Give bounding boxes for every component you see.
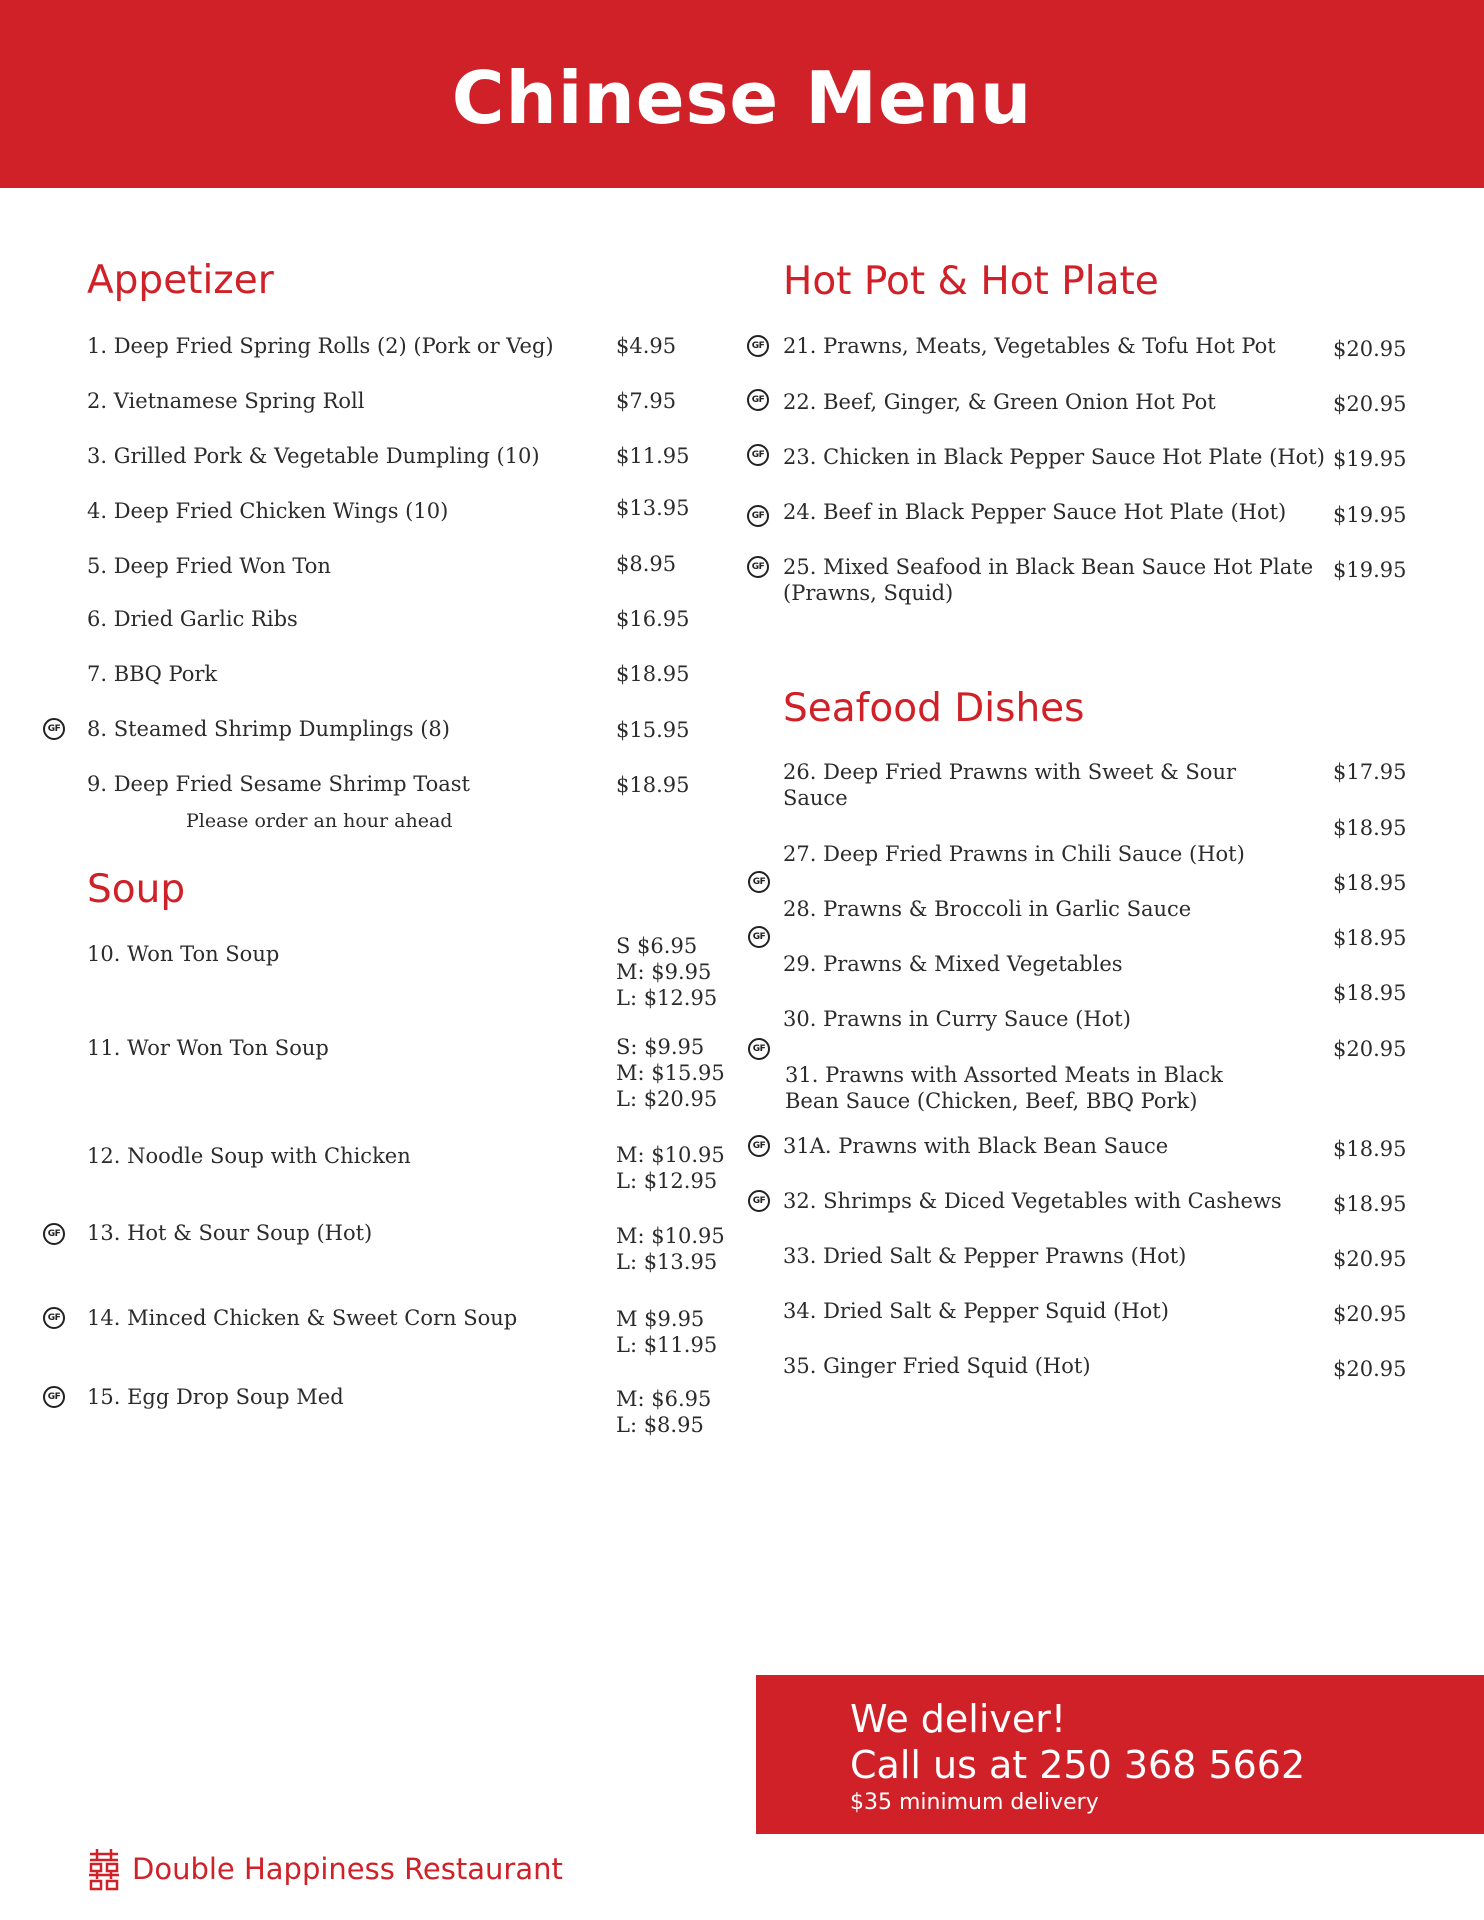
menu-item-price: M: $10.95 L: $13.95 — [616, 1224, 725, 1274]
menu-item-name: 22. Beef, Ginger, & Green Onion Hot Pot — [783, 390, 1216, 414]
gluten-free-icon: GF — [43, 1307, 65, 1329]
menu-item-name: 8. Steamed Shrimp Dumplings (8) — [87, 717, 450, 741]
menu-item-name: 9. Deep Fried Sesame Shrimp Toast — [87, 772, 470, 796]
gluten-free-icon: GF — [747, 389, 769, 411]
menu-item-name: 10. Won Ton Soup — [87, 942, 280, 966]
menu-item-name: 21. Prawns, Meats, Vegetables & Tofu Hot Pot — [783, 334, 1276, 358]
gluten-free-icon: GF — [747, 444, 769, 466]
menu-item-price: $11.95 — [616, 444, 690, 468]
menu-item-name: 31. Prawns with Assorted Meats in Black Bean Sauce (Chicken, Beef, BBQ Pork) — [785, 1063, 1223, 1113]
gluten-free-icon: GF — [748, 926, 770, 948]
menu-item-price: $13.95 — [616, 496, 690, 520]
menu-item-price: $7.95 — [616, 389, 677, 413]
delivery-banner — [756, 1675, 1484, 1834]
menu-item-price: $19.95 — [1333, 503, 1407, 527]
restaurant-name: Double Happiness Restaurant — [132, 1852, 563, 1886]
menu-item-price: $17.95 — [1333, 760, 1407, 784]
menu-item-price: $4.95 — [616, 334, 677, 358]
menu-item-name: 33. Dried Salt & Pepper Prawns (Hot) — [783, 1244, 1187, 1268]
menu-item-name: 1. Deep Fried Spring Rolls (2) (Pork or Veg) — [87, 334, 554, 358]
menu-item-name: 2. Vietnamese Spring Roll — [87, 389, 365, 413]
menu-item-price: S: $9.95 M: $15.95 L: $20.95 — [616, 1035, 725, 1111]
menu-item-price: S $6.95 M: $9.95 L: $12.95 — [616, 934, 718, 1010]
menu-item-name: 14. Minced Chicken & Sweet Corn Soup — [87, 1306, 518, 1330]
gluten-free-icon: GF — [748, 1038, 770, 1060]
menu-item-name: 23. Chicken in Black Pepper Sauce Hot Plate (Hot) — [783, 445, 1325, 469]
menu-item-price: $18.95 — [1333, 1137, 1407, 1161]
menu-item-name: 31A. Prawns with Black Bean Sauce — [783, 1134, 1169, 1158]
menu-item-price: $18.95 — [1333, 981, 1407, 1005]
menu-item-name: 28. Prawns & Broccoli in Garlic Sauce — [783, 897, 1192, 921]
menu-item-name: 13. Hot & Sour Soup (Hot) — [87, 1221, 373, 1245]
menu-item-name: 27. Deep Fried Prawns in Chili Sauce (Hot) — [783, 842, 1245, 866]
section-title-hot-pot: Hot Pot & Hot Plate — [783, 259, 1159, 304]
delivery-minimum: $35 minimum delivery — [850, 1790, 1099, 1815]
menu-item-price: $19.95 — [1333, 558, 1407, 582]
menu-item-price: $20.95 — [1333, 1302, 1407, 1326]
menu-item-price: $18.95 — [616, 773, 690, 797]
menu-item-name: 11. Wor Won Ton Soup — [87, 1036, 329, 1060]
menu-item-name: 3. Grilled Pork & Vegetable Dumpling (10) — [87, 444, 540, 468]
menu-item-name: 26. Deep Fried Prawns with Sweet & Sour Sauce — [783, 760, 1237, 810]
menu-item-name: 35. Ginger Fried Squid (Hot) — [783, 1354, 1091, 1378]
menu-item-note: Please order an hour ahead — [186, 810, 453, 832]
menu-item-name: 30. Prawns in Curry Sauce (Hot) — [783, 1007, 1131, 1031]
gluten-free-icon: GF — [748, 871, 770, 893]
menu-item-price: $18.95 — [1333, 816, 1407, 840]
delivery-headline: We deliver! — [850, 1697, 1067, 1741]
menu-item-price: $18.95 — [1333, 1192, 1407, 1216]
menu-item-price: $19.95 — [1333, 447, 1407, 471]
menu-item-name: 15. Egg Drop Soup Med — [87, 1385, 344, 1409]
menu-item-name: 7. BBQ Pork — [87, 662, 218, 686]
menu-item-name: 29. Prawns & Mixed Vegetables — [783, 952, 1123, 976]
header-banner — [0, 0, 1484, 188]
menu-item-name: 12. Noodle Soup with Chicken — [87, 1144, 411, 1168]
section-title-seafood: Seafood Dishes — [783, 686, 1085, 731]
menu-item-price: $15.95 — [616, 718, 690, 742]
section-title-appetizer: Appetizer — [87, 258, 274, 303]
section-title-soup: Soup — [87, 867, 186, 912]
gluten-free-icon: GF — [748, 1190, 770, 1212]
gluten-free-icon: GF — [747, 335, 769, 357]
menu-item-price: $18.95 — [1333, 926, 1407, 950]
page-title: Chinese Menu — [451, 56, 1033, 140]
menu-item-name: 32. Shrimps & Diced Vegetables with Cashews — [783, 1189, 1282, 1213]
menu-item-price: $20.95 — [1333, 1037, 1407, 1061]
menu-item-price: $16.95 — [616, 607, 690, 631]
double-happiness-logo-icon — [88, 1848, 120, 1892]
gluten-free-icon: GF — [43, 718, 65, 740]
delivery-phone: Call us at 250 368 5662 — [850, 1743, 1306, 1787]
menu-item-name: 5. Deep Fried Won Ton — [87, 554, 331, 578]
menu-item-price: $18.95 — [1333, 871, 1407, 895]
gluten-free-icon: GF — [747, 505, 769, 527]
menu-item-price: $20.95 — [1333, 1247, 1407, 1271]
gluten-free-icon: GF — [747, 556, 769, 578]
menu-item-name: 24. Beef in Black Pepper Sauce Hot Plate (Hot) — [783, 500, 1287, 524]
gluten-free-icon: GF — [748, 1135, 770, 1157]
menu-item-price: $20.95 — [1333, 337, 1407, 361]
menu-item-price: $8.95 — [616, 552, 677, 576]
menu-item-price: $20.95 — [1333, 1357, 1407, 1381]
menu-item-name: 25. Mixed Seafood in Black Bean Sauce Hot Plate (Prawns, Squid) — [783, 555, 1314, 605]
gluten-free-icon: GF — [43, 1223, 65, 1245]
menu-item-name: 4. Deep Fried Chicken Wings (10) — [87, 499, 449, 523]
menu-item-name: 34. Dried Salt & Pepper Squid (Hot) — [783, 1299, 1169, 1323]
menu-item-name: 6. Dried Garlic Ribs — [87, 607, 298, 631]
menu-item-price: M: $10.95 L: $12.95 — [616, 1143, 725, 1193]
menu-item-price: $20.95 — [1333, 392, 1407, 416]
menu-item-price: M $9.95 L: $11.95 — [616, 1307, 718, 1357]
menu-item-price: M: $6.95 L: $8.95 — [616, 1387, 712, 1437]
menu-item-price: $18.95 — [616, 662, 690, 686]
gluten-free-icon: GF — [43, 1386, 65, 1408]
